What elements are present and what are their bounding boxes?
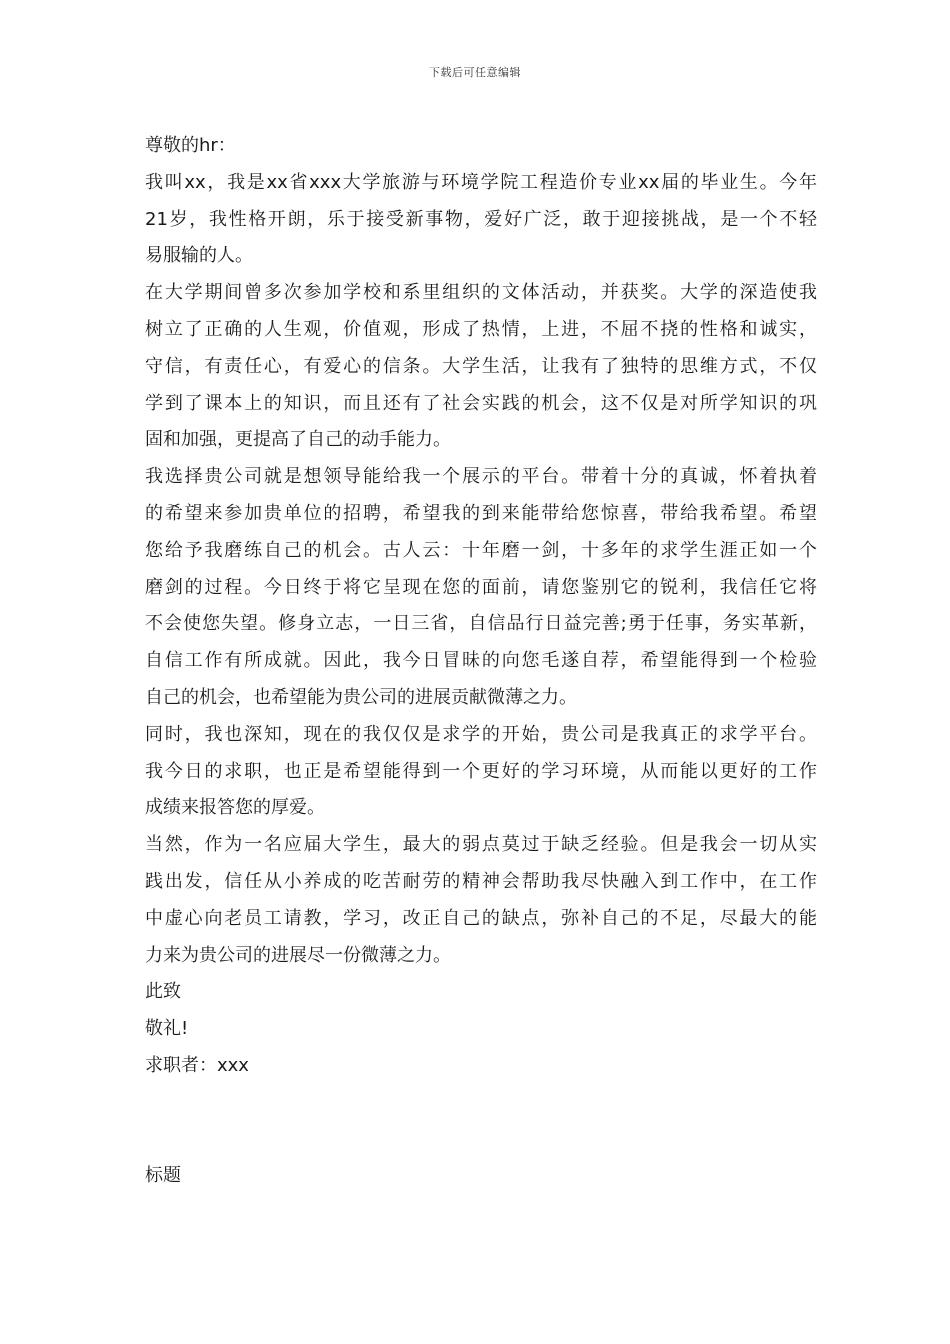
paragraph-line: 中虚心向老员工请教，学习，改正自己的缺点，弥补自己的不足，尽最大的能 — [145, 907, 817, 929]
paragraph-line: 在大学期间曾多次参加学校和系里组织的文体活动，并获奖。大学的深造使我 — [145, 282, 817, 304]
paragraph-line: 守信，有责任心，有爱心的信条。大学生活，让我有了独特的思维方式，不仅 — [145, 355, 817, 377]
paragraph-line: 易服输的人。 — [145, 245, 253, 267]
letter-body — [145, 128, 817, 1195]
paragraph-4 — [145, 717, 817, 827]
paragraph-line: 我今日的求职，也正是希望能得到一个更好的学习环境，从而能以更好的工作 — [145, 760, 817, 782]
page-header-note: 下载后可任意编辑 — [429, 66, 521, 79]
paragraph-line: 我选择贵公司就是想领导能给我一个展示的平台。带着十分的真诚，怀着执着 — [145, 466, 817, 488]
closing-line-2: 敬礼! — [145, 1018, 189, 1040]
paragraph-line: 成绩来报答您的厚爱。 — [145, 797, 325, 819]
paragraph-line: 固和加强，更提高了自己的动手能力。 — [145, 429, 451, 451]
paragraph-line: 21岁，我性格开朗，乐于接受新事物，爱好广泛，敢于迎接挑战，是一个不轻 — [145, 208, 817, 230]
signature: 求职者：xxx — [145, 1054, 249, 1076]
paragraph-line: 同时，我也深知，现在的我仅仅是求学的开始，贵公司是我真正的求学平台。 — [145, 723, 817, 745]
paragraph-line: 树立了正确的人生观，价值观，形成了热情，上进，不屈不挠的性格和诚实， — [145, 318, 817, 340]
paragraph-line: 力来为贵公司的进展尽一份微薄之力。 — [145, 944, 451, 966]
paragraph-2 — [145, 275, 817, 459]
paragraph-line: 学到了课本上的知识，而且还有了社会实践的机会，这不仅是对所学知识的巩 — [145, 392, 817, 414]
paragraph-5 — [145, 827, 817, 974]
paragraph-line: 当然，作为一名应届大学生，最大的弱点莫过于缺乏经验。但是我会一切从实 — [145, 834, 817, 856]
paragraph-1 — [145, 165, 817, 275]
paragraph-line: 磨剑的过程。今日终于将它呈现在您的面前，请您鉴别它的锐利，我信任它将 — [145, 576, 817, 598]
spacer — [145, 1085, 817, 1159]
paragraph-line: 不会使您失望。修身立志，一日三省，自信品行日益完善;勇于任事，务实革新， — [145, 613, 817, 635]
salutation: 尊敬的hr： — [145, 135, 236, 156]
closing-line-1: 此致 — [145, 981, 181, 1003]
paragraph-line: 践出发，信任从小养成的吃苦耐劳的精神会帮助我尽快融入到工作中，在工作 — [145, 870, 817, 892]
paragraph-3 — [145, 459, 817, 717]
paragraph-line: 的希望来参加贵单位的招聘，希望我的到来能带给您惊喜，带给我希望。希望 — [145, 502, 817, 524]
paragraph-line: 自信工作有所成就。因此，我今日冒昧的向您毛遂自荐，希望能得到一个检验 — [145, 650, 817, 672]
paragraph-line: 您给予我磨练自己的机会。古人云：十年磨一剑，十多年的求学生涯正如一个 — [145, 539, 817, 561]
paragraph-line: 自己的机会，也希望能为贵公司的进展贡献微薄之力。 — [145, 686, 577, 708]
paragraph-line: 我叫xx，我是xx省xxx大学旅游与环境学院工程造价专业xx届的毕业生。今年 — [145, 171, 817, 193]
footer-title: 标题 — [145, 1165, 181, 1187]
